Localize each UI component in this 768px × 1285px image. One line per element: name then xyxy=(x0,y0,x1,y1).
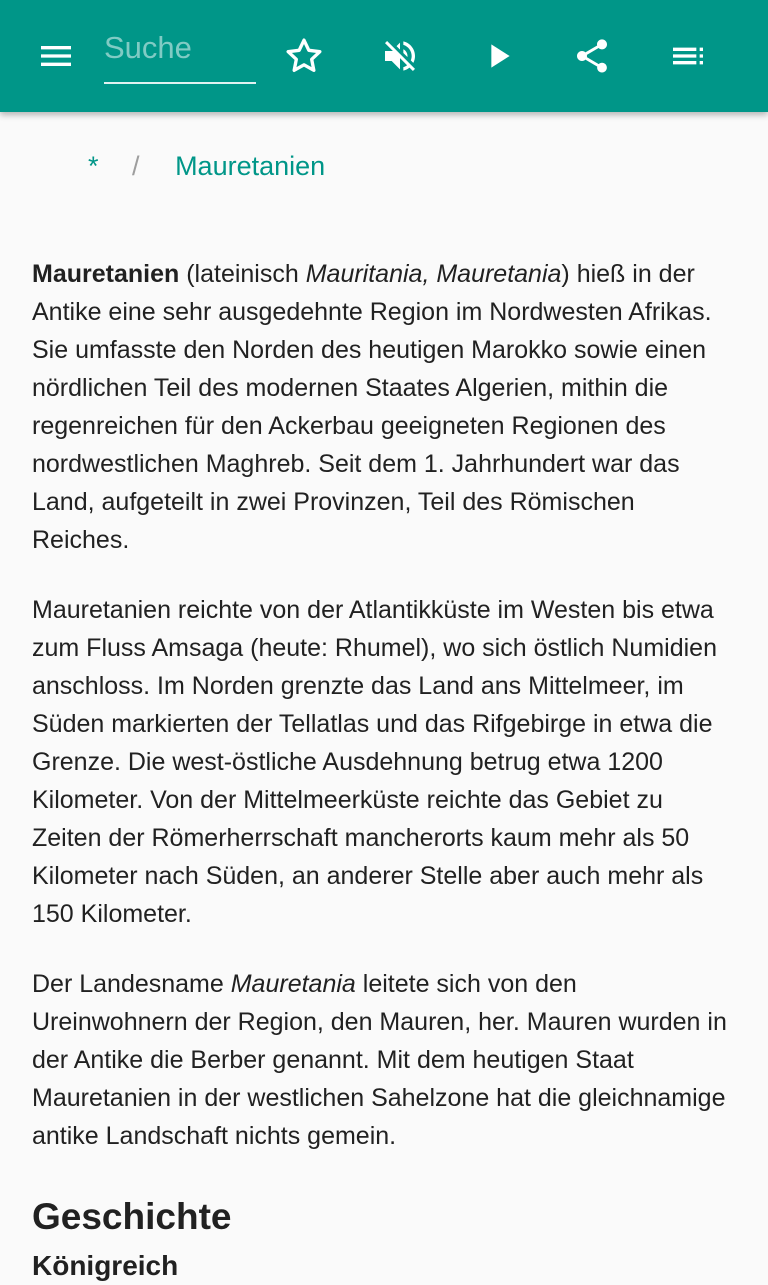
breadcrumb-current-link[interactable]: Mauretanien xyxy=(175,151,326,181)
search-input[interactable] xyxy=(104,26,256,70)
section-heading: Geschichte xyxy=(32,1196,232,1237)
search-field[interactable] xyxy=(104,26,256,84)
text-span: leitete sich von den Ureinwohnern der Region, den Mauren, her. Mauren wurden in der Antike die Berber genannt. Mit dem heutigen Staat Mauretanien in der westlichen Sahelzone hat die gleichnamige antike Landschaft nichts gemein. xyxy=(32,970,727,1150)
toc-list-icon[interactable] xyxy=(660,28,716,84)
article-paragraph-3 xyxy=(32,965,737,1155)
app-toolbar xyxy=(0,0,768,112)
volume-off-icon[interactable] xyxy=(372,28,428,84)
share-icon[interactable] xyxy=(564,28,620,84)
text-span: ) hieß in der Antike eine sehr ausgedehnte Region im Nordwesten Afrikas. Sie umfasste den Norden des heutigen Marokko sowie einen nördlichen Teil des modernen Staates Algerien, mithin die regenreichen für den Ackerbau geeigneten Regionen des nordwestlichen Maghreb. Seit dem 1. Jahrhundert war das Land, aufgeteilt in zwei Provinzen, Teil des Römischen Reiches. xyxy=(32,260,712,554)
text-span: Der Landesname xyxy=(32,970,231,998)
breadcrumb-separator: / xyxy=(132,151,140,181)
hamburger-menu-icon[interactable] xyxy=(28,28,84,84)
star-outline-icon[interactable] xyxy=(276,28,332,84)
play-icon[interactable] xyxy=(470,28,526,84)
subsection-heading: Königreich xyxy=(32,1250,179,1281)
latin-name: Mauretania xyxy=(230,970,356,998)
article-paragraph-1 xyxy=(32,255,737,559)
article-term: Mauretanien xyxy=(32,260,180,288)
article-paragraph-2: Mauretanien reichte von der Atlantikküste im Westen bis etwa zum Fluss Amsaga (heute: Rhumel), wo sich östlich Numidien anschloss. Im Norden grenzte das Land ans Mittelmeer, im Süden markierten der Tellatlas und das Rifgebirge in etwa die Grenze. Die west-östliche Ausdehnung betrug etwa 1200 Kilometer. Von der Mittelmeerküste reichte das Gebiet zu Zeiten der Römerherrschaft mancherorts kaum mehr als 50 Kilometer nach Süden, an anderer Stelle aber auch mehr als 150 Kilometer. xyxy=(32,596,717,928)
breadcrumb-root-link[interactable]: * xyxy=(88,151,99,181)
article-body xyxy=(32,255,737,1285)
breadcrumb xyxy=(88,148,325,184)
latin-names: Mauritania, Mauretania xyxy=(305,260,562,288)
text-span: (lateinisch xyxy=(179,260,306,288)
